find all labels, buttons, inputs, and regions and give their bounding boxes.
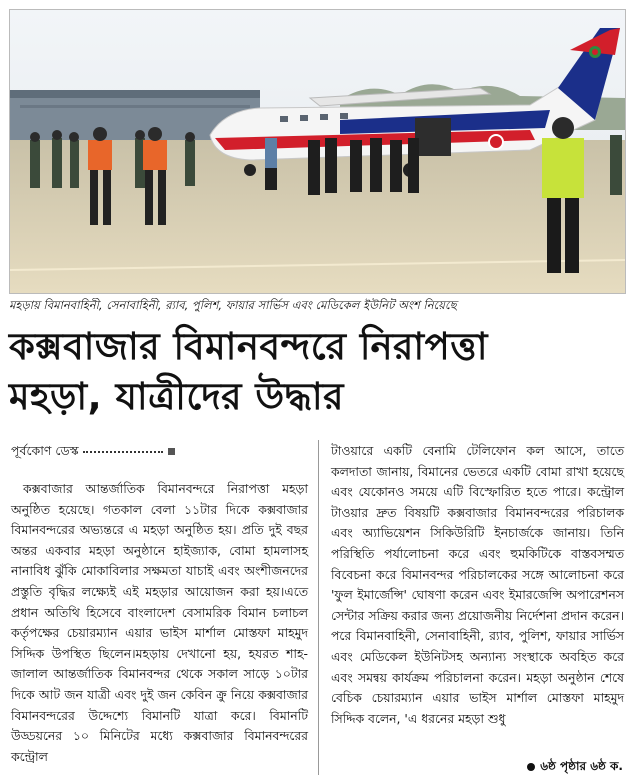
news-photo: [9, 9, 626, 294]
article-paragraph: কক্সবাজার আন্তর্জাতিক বিমানবন্দরে নিরাপত্তা মহড়া অনুষ্ঠিত হয়েছে। গতকাল বেলা ১১টার দিকে কক্সবাজার বিমানবন্দরের অভ্যন্তরে এ মহড়া অনুষ্ঠিত হয়। প্রতি দুই বছর অন্তর একবার মহড়া অনুষ্ঠানে হাইজ্যাক, বোমা হামলাসহ নানাবিধ ঝুঁকি মোকাবিলার সক্ষমতা যাচাই এবং অংশীজনদের প্রস্তুতি বৃদ্ধির লক্ষ্যেই এই মহড়ার আয়োজন করা হয়।এতে প্রধান অতিথি হিসেবে বাংলাদেশ বেসামরিক বিমান চলাচল কর্তৃপক্ষের চেয়ারম্যান এয়ার ভাইস মার্শাল মোস্তফা মাহমুদ সিদ্দিক উপস্থিত ছিলেন।মহড়ায় দেখানো হয়, হযরত শাহ-জালাল আন্তর্জাতিক বিমানবন্দর থেকে সকাল সাড়ে ১০টার দিকে আট জন যাত্রী এবং দুই জন কেবিন ক্রু নিয়ে কক্সবাজার বিমানবন্দরের উদ্দেশ্যে বিমানটি যাত্রা করে। বিমানটি উড্ডয়নের ১০ মিনিটের মধ্যে কক্সবাজার বিমানবন্দরের কন্ট্রোল: [11, 481, 308, 764]
byline: [11, 441, 308, 461]
headline-line-2: মহড়া, যাত্রীদের উদ্ধার: [9, 375, 344, 418]
byline-square-icon: [168, 448, 175, 455]
article-column-right: [331, 441, 624, 729]
article-paragraph: টাওয়ারে একটি বেনামি টেলিফোন কল আসে, তাতে কলদাতা জানায়, বিমানের ভেতরে একটি বোমা রাখা হয়েছে এবং যেকোনও সময়ে এটি বিস্ফোরিত হতে পারে। কন্ট্রোল টাওয়ার দ্রুত বিষয়টি কক্সবাজার বিমানবন্দরের পরিচালক এবং অ্যাভিয়েশন সিকিউরিটি ইনচার্জকে জানায়। তিনি পরিস্থিতি পর্যালোচনা করে এবং হুমকিটিকে বাস্তবসম্মত বিবেচনা করে বিমানবন্দর পরিচালকের সঙ্গে আলোচনা করে 'ফুল ইমার্জেন্সি' ঘোষণা করেন এবং ইমারজেন্সি অপারেশনস সেন্টার সক্রিয় করার জন্য প্রয়োজনীয় নির্দেশনা প্রদান করেন। পরে বিমানবাহিনী, সেনাবাহিনী, র‍্যাব, পুলিশ, ফায়ার সার্ভিস এবং মেডিকেল ইউনিটসহ অন্যান্য সংস্থাকে অবহিত করে এবং সমন্বয় কার্যক্রম পরিচালনা করেন। মহড়া অনুষ্ঠান শেষে বেচিক চেয়ারম্যান এয়ার ভাইস মার্শাল মোস্তফা মাহমুদ সিদ্দিক বলেন, 'এ ধরনের মহড়া শুধু: [331, 443, 624, 726]
jump-text: ৬ষ্ঠ পৃষ্ঠার ৬ষ্ঠ ক.: [540, 759, 623, 773]
article-column-left: [11, 479, 308, 767]
column-divider: [318, 440, 319, 775]
byline-text: পূর্বকোণ ডেস্ক: [11, 443, 79, 458]
photo-caption: মহড়ায় বিমানবাহিনী, সেনাবাহিনী, র‍্যাব, পুলিশ, ফায়ার সার্ভিস এবং মেডিকেল ইউনিট অংশ নিয়েছে: [9, 298, 457, 312]
airport-drill-photo: [10, 10, 625, 293]
byline-dots: [83, 451, 163, 453]
headline-line-1: কক্সবাজার বিমানবন্দরে নিরাপত্তা: [9, 325, 488, 368]
continued-on-page: [527, 757, 623, 775]
bullet-icon: [527, 763, 535, 771]
headline: [9, 322, 624, 422]
